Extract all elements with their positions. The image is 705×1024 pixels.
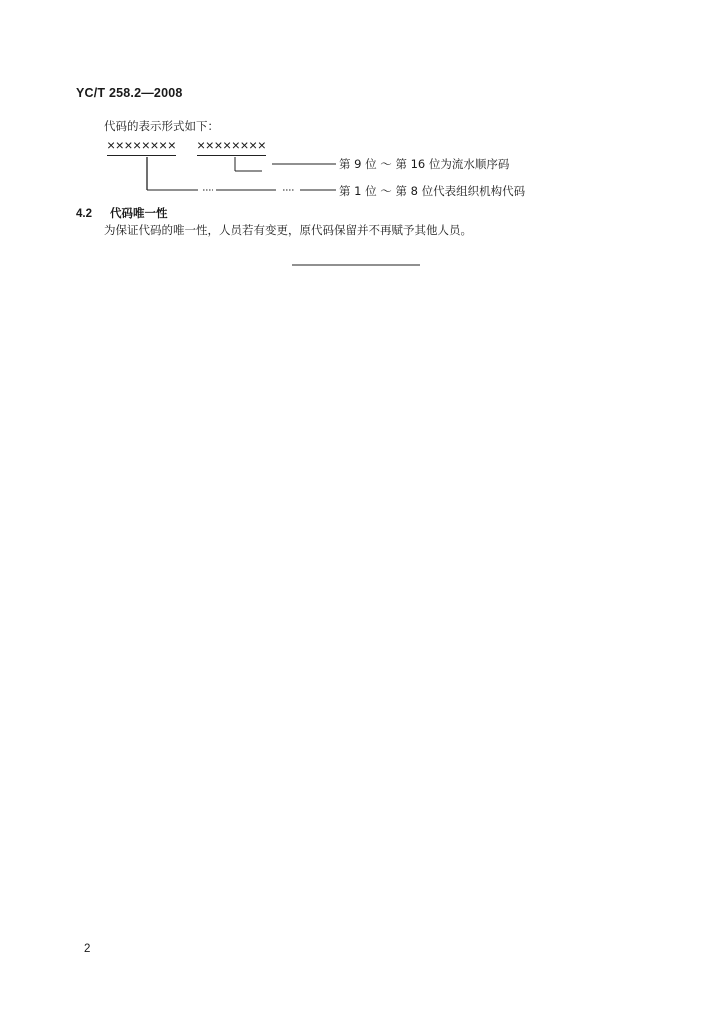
standard-number: YC/T 258.2—2008	[76, 86, 183, 100]
code-group-org: ××××××××	[107, 137, 176, 156]
section-number: 4.2	[76, 208, 92, 220]
section-title: 代码唯一性	[110, 206, 168, 220]
annotation-org-code: 第 1 位 ～ 第 8 位代表组织机构代码	[339, 184, 526, 198]
code-group-serial: ××××××××	[197, 137, 266, 156]
page-number: 2	[84, 943, 91, 955]
code-format-intro: 代码的表示形式如下：	[104, 119, 219, 133]
section-heading	[76, 205, 168, 221]
section-body: 为保证代码的唯一性，人员若有变更，原代码保留并不再赋予其他人员。	[104, 223, 472, 237]
annotation-serial-code: 第 9 位 ～ 第 16 位为流水顺序码	[339, 157, 510, 171]
